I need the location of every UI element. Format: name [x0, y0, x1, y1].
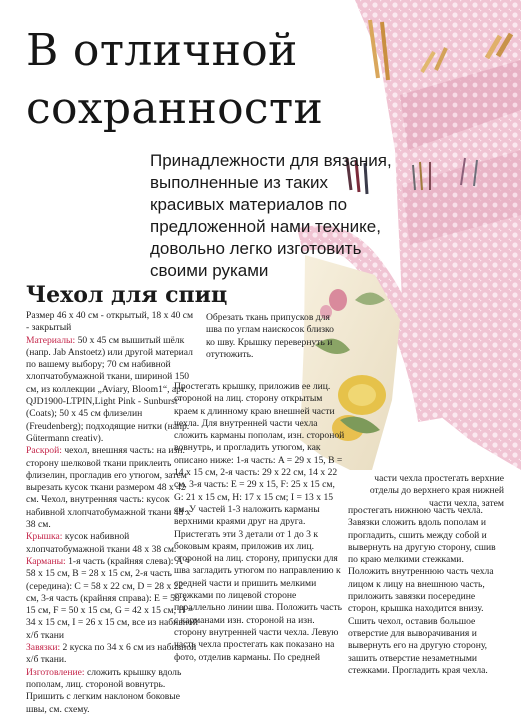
col3-top-text: части чехла простегать верхние отделы до верхнего края нижней части чехла, затем	[369, 473, 504, 509]
cutting-label: Раскрой:	[26, 445, 62, 457]
size-text: Размер 46 х 40 см - открытый, 18 х 40 см - закрытый	[26, 310, 194, 334]
page-title-line-1: В отличной	[26, 25, 298, 76]
materials-text: 50 х 45 см вышитый шёлк (напр. Jab Anstoetz) или другой материал по вашему выбору; 70 см набивной хлопчатобумажной ткани, шириной 150 см, из коллекции „Aviary, Bloom1“, арт. QJD1900-LTPIN,Light Pink - Sunburst“ (Coats); 50 х 45 см флизелин (Freudenberg); подходящие нитки (напр. Gütermann creativ).	[26, 334, 193, 444]
ties-text: 2 куска по 34 х 6 см из набивной х/б ткани.	[26, 642, 197, 666]
section-title: Чехол для спиц	[26, 282, 228, 308]
materials-paragraph	[26, 335, 198, 446]
pockets-text: 1-я часть (крайняя слева): A = 58 х 15 см, B = 28 х 15 см, 2-я часть (середина): C = 58 х 22 см, D = 28 х 22 см, 3-я часть (крайняя справа): E = 58 х 15 см, F = 50 х 15 см, G = 42 х 15 см, H = 34 х 15 см, I = 26 х 15 см, все из набивной х/б ткани	[26, 555, 198, 641]
lead-paragraph: Принадлежности для вязания, выполненные из таких красивых материалов по предложенной нами технике, довольно легко изготовить своими руками	[150, 151, 392, 280]
making-paragraph	[26, 667, 198, 716]
cutting-text: чехол, внешняя часть: на изн. сторону шелковой ткани приклеить флизелин, прогладив его утюгом, затем вырезать кусок ткани размером 48 х 42 см. Чехол, внутренняя часть: кусок набивной хлопчатобумажной ткани 48 х 38 см.	[26, 445, 191, 531]
column-3-body	[348, 505, 503, 677]
lid-paragraph	[26, 531, 198, 556]
pockets-paragraph	[26, 556, 198, 642]
pockets-label: Карманы:	[26, 555, 66, 567]
page-title-line-2: сохранности	[26, 83, 324, 134]
col2-top-text: Обрезать ткань припусков для шва по углам наискосок близко ко шву. Крышку перевернуть и отутюжить.	[206, 312, 334, 360]
ties-paragraph	[26, 642, 198, 667]
making-label: Изготовление:	[26, 666, 85, 678]
ties-label: Завязки:	[26, 642, 61, 654]
column-2-body	[174, 381, 346, 664]
column-2-top	[206, 312, 344, 361]
lid-label: Крышка:	[26, 531, 63, 543]
col3-body-text: простегать нижнюю часть чехла. Завязки сложить вдоль пополам и прогладить, сшить между собой и вывернуть на другую сторону, сшив по краю мелкими стежками. Положить внутреннюю часть чехла лицом к лицу на внешнюю часть, приложить завязки посередине сторон, крышка находится внизу. Сшить чехол, оставив большое отверстие для выворачивания и вывернуть его на другую сторону, зашить отверстие незаметными стежками. Прогладить края чехла.	[348, 505, 496, 676]
column-1	[26, 310, 198, 716]
col2-body-text: Простегать крышку, приложив ее лиц. стороной на лиц. сторону открытым краем к длинному краю внешней части чехла. Для внутренней части чехла сложить карманы пополам, изн. стороной вовнутрь, и прогладить утюгом, как описано ниже: 1-я часть: A = 29 х 15, B = 14 х 15 см, 2-я часть: 29 х 22 см, 14 х 22 см, 3-я часть: E = 29 х 15, F: 25 х 15 см, G: 21 х 15 см, H: 17 х 15 см; I = 13 х 15 см. У частей 1-3 наложить карманы верхними краями друг на друга. Пристегать эти 3 детали от 1 до 3 к боковым краям, приложив их лиц. стороной на лиц. сторону, припуски для шва загладить утюгом по направлению к средней части и пришить мелкими стежками по лицевой стороне параллельно линии шва. Положить часть с карманами изн. стороной на изн. сторону внутренней части чехла. Левую часть чехла простегать как показано на фото, отделив карманы. По средней	[174, 381, 345, 663]
materials-label: Материалы:	[26, 334, 76, 346]
cutting-paragraph	[26, 445, 198, 531]
lid-text: кусок набивной хлопчатобумажной ткани 48 х 38 см.	[26, 531, 177, 555]
making-text: сложить крышку вдоль пополам, лиц. стороной вовнутрь. Пришить с легким наклоном боковые швы, см. схему.	[26, 666, 182, 715]
